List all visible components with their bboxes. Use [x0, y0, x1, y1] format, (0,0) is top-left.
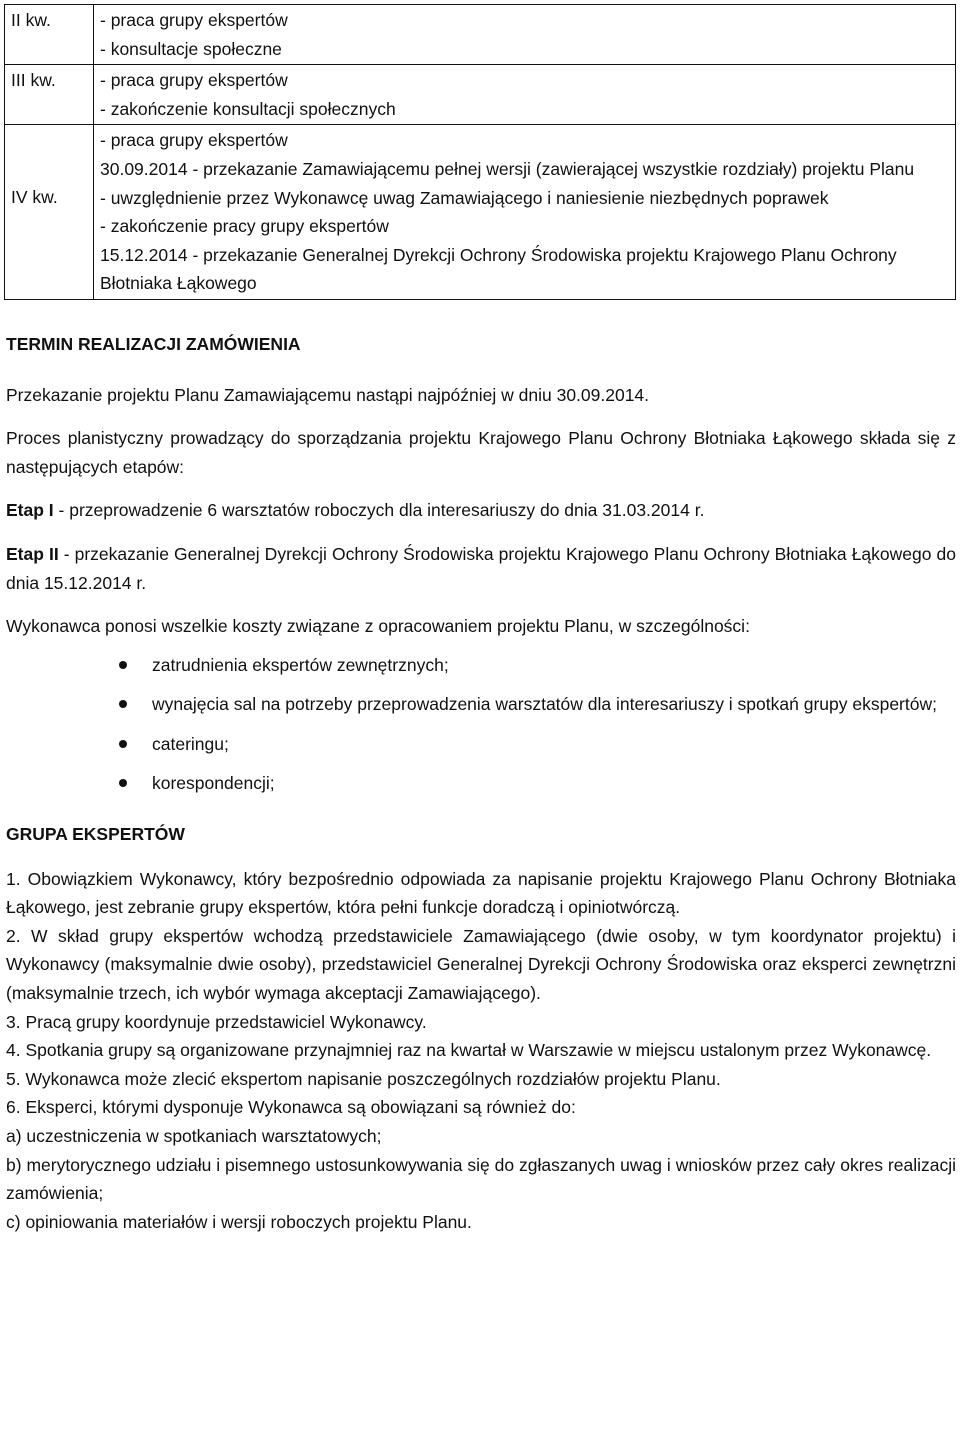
stage-2-text: - przekazanie Generalnej Dyrekcji Ochrony Środowiska projektu Krajowego Planu Ochrony Błotniaka Łąkowego do dnia 15.12.2014 r.: [6, 543, 956, 593]
list-item-text: korespondencji;: [152, 773, 275, 794]
list-item-text: cateringu;: [152, 733, 229, 754]
list-item: a) uczestniczenia w spotkaniach warsztatowych;: [6, 1126, 382, 1146]
schedule-line: - konsultacje społeczne: [100, 38, 282, 59]
section-heading-grupa: GRUPA EKSPERTÓW: [6, 824, 185, 845]
list-item: [6, 690, 956, 719]
stage-1-text: - przeprowadzenie 6 warsztatów roboczych dla interesariuszy do dnia 31.03.2014 r.: [53, 500, 705, 521]
list-item: 2. W skład grupy ekspertów wchodzą przedstawiciele Zamawiającego (dwie osoby, w tym koordynator projektu) i Wykonawcy (maksymalnie dwie osoby), przedstawiciel Generalnej Dyrekcji Ochrony Środowiska oraz eksperci zewnętrzni (maksymalnie trzech, ich wybór wymaga akceptacji Zamawiającego).: [6, 925, 956, 1004]
quarter-label: IV kw.: [11, 187, 58, 208]
document-page: [6, 4, 956, 1236]
stage-2-label: Etap II: [6, 543, 59, 564]
delivery-paragraph: Przekazanie projektu Planu Zamawiającemu nastąpi najpóźniej w dniu 30.09.2014.: [6, 384, 650, 405]
bullet-icon: [119, 740, 127, 748]
list-item: 6. Eksperci, którymi dysponuje Wykonawca są obowiązani są również do:: [6, 1097, 576, 1118]
section-heading-termin: TERMIN REALIZACJI ZAMÓWIENIA: [6, 333, 301, 354]
list-item: c) opiniowania materiałów i wersji roboczych projektu Planu.: [6, 1211, 472, 1232]
list-item: [6, 651, 956, 680]
schedule-line: 15.12.2014 - przekazanie Generalnej Dyrekcji Ochrony Środowiska projektu Krajowego Planu Ochrony Błotniaka Łąkowego: [100, 244, 897, 294]
quarter-cell: [5, 125, 94, 300]
schedule-line: - praca grupy ekspertów: [100, 10, 288, 30]
costs-intro: Wykonawca ponosi wszelkie koszty związane z opracowaniem projektu Planu, w szczególności:: [6, 616, 750, 637]
quarter-cell: [5, 5, 94, 65]
schedule-line: - zakończenie konsultacji społecznych: [100, 98, 396, 119]
schedule-row: [5, 65, 956, 125]
costs-list: [6, 651, 956, 798]
list-item: b) merytorycznego udziału i pisemnego ustosunkowywania się do zgłaszanych uwag i wniosków przez cały okres realizacji zamówienia;: [6, 1154, 956, 1204]
schedule-content-cell: [94, 5, 956, 65]
quarter-label: II kw.: [11, 10, 51, 30]
schedule-line: - uwzględnienie przez Wykonawcę uwag Zamawiającego i naniesienie niezbędnych poprawek: [100, 187, 829, 208]
schedule-table: [4, 4, 956, 300]
list-item: [6, 769, 956, 798]
list-item-text: zatrudnienia ekspertów zewnętrznych;: [152, 654, 449, 675]
schedule-content-cell: [94, 125, 956, 300]
list-item: 4. Spotkania grupy są organizowane przynajmniej raz na kwartał w Warszawie w miejscu ustalonym przez Wykonawcę.: [6, 1040, 932, 1061]
list-item: 1. Obowiązkiem Wykonawcy, który bezpośrednio odpowiada za napisanie projektu Krajowego Planu Ochrony Błotniaka Łąkowego, jest zebranie grupy ekspertów, która pełni funkcje doradczą i opiniotwórczą.: [6, 868, 956, 918]
bullet-icon: [119, 700, 127, 708]
schedule-content-cell: [94, 65, 956, 125]
quarter-label: III kw.: [11, 70, 56, 91]
stage-1-label: Etap I: [6, 500, 54, 521]
grupa-list: [6, 865, 956, 1237]
bullet-icon: [119, 779, 127, 787]
list-item: [6, 730, 956, 759]
bullet-icon: [119, 661, 127, 669]
list-item: 3. Pracą grupy koordynuje przedstawiciel Wykonawcy.: [6, 1011, 427, 1032]
schedule-line: - praca grupy ekspertów: [100, 130, 288, 151]
stage-2-paragraph: [6, 540, 956, 597]
schedule-line: - praca grupy ekspertów: [100, 70, 288, 91]
schedule-line: - zakończenie pracy grupy ekspertów: [100, 216, 389, 237]
process-paragraph: Proces planistyczny prowadzący do sporządzania projektu Krajowego Planu Ochrony Błotniaka Łąkowego składa się z następujących etapów:: [6, 428, 956, 477]
stage-1-paragraph: [6, 496, 956, 525]
schedule-row: [5, 5, 956, 65]
schedule-row: [5, 125, 956, 300]
list-item: 5. Wykonawca może zlecić ekspertom napisanie poszczególnych rozdziałów projektu Planu.: [6, 1068, 721, 1089]
schedule-line: 30.09.2014 - przekazanie Zamawiającemu pełnej wersji (zawierającej wszystkie rozdziały) projektu Planu: [100, 158, 915, 179]
quarter-cell: [5, 65, 94, 125]
list-item-text: wynajęcia sal na potrzeby przeprowadzenia warsztatów dla interesariuszy i spotkań grupy ekspertów;: [152, 694, 937, 715]
